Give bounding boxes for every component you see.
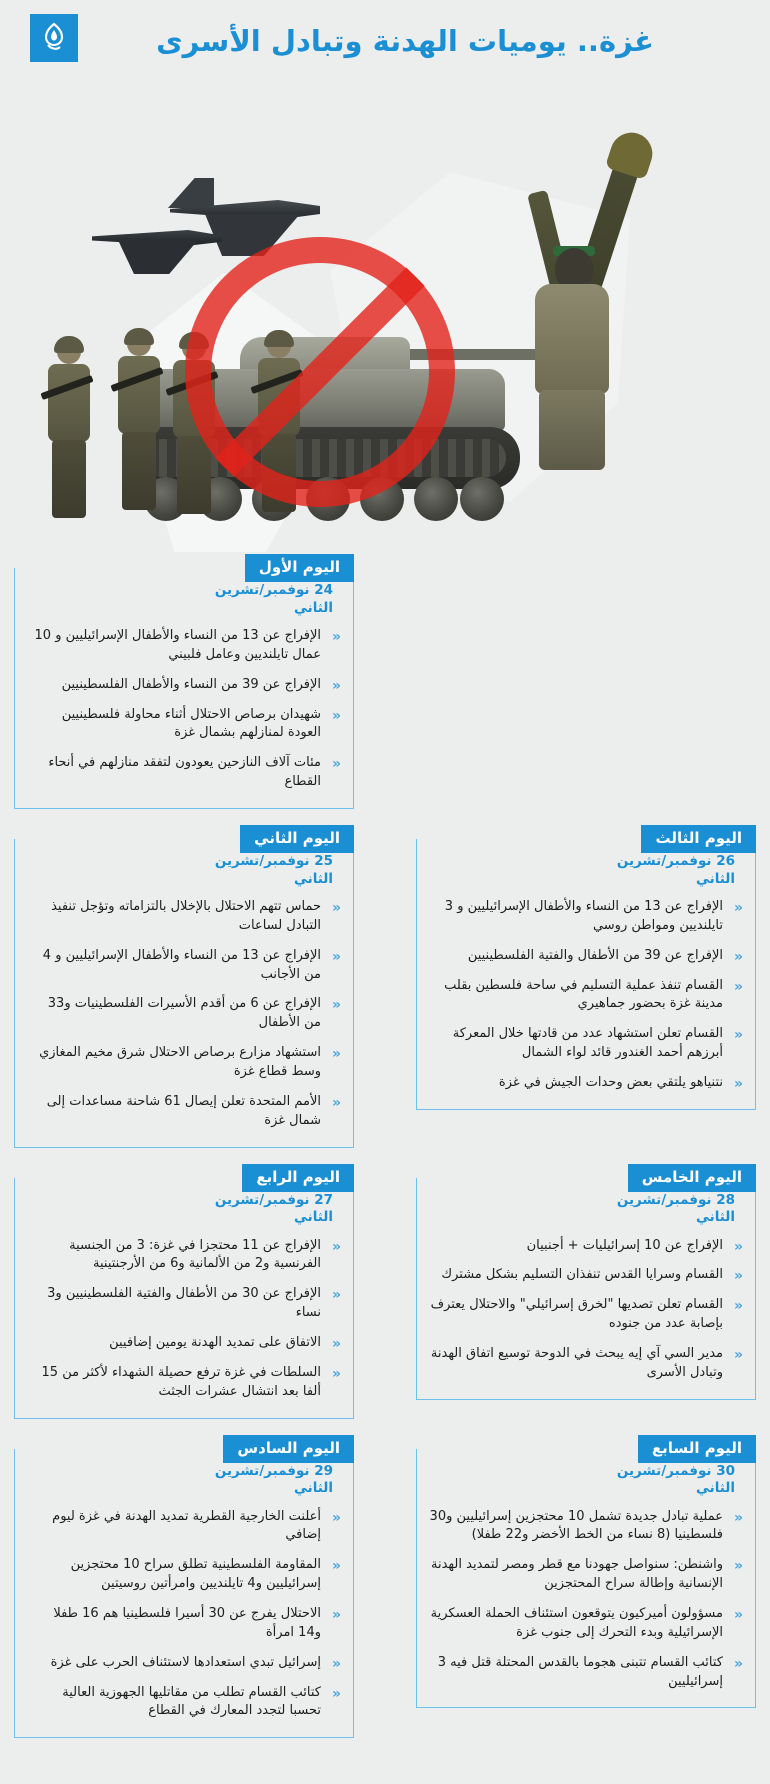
- list-item: [429, 1296, 743, 1334]
- day-card-4: [14, 1167, 354, 1419]
- list-item: [27, 1285, 341, 1323]
- day-card-5: [416, 1167, 756, 1400]
- day-card-4-ribbon: اليوم الرابع: [242, 1164, 354, 1192]
- page-title: غزة.. يوميات الهدنة وتبادل الأسرى: [156, 23, 654, 58]
- bullet-text: الإفراج عن 13 من النساء والأطفال الإسرائيليين و 4 من الأجانب: [42, 947, 321, 982]
- chevron-left-icon: «: [331, 1336, 341, 1352]
- list-item: [429, 1654, 743, 1692]
- bullet-text: حماس تتهم الاحتلال بالإخلال بالتزاماته وتؤجل تنفيذ التبادل لساعات: [51, 899, 321, 933]
- day-card-4-date: 27 نوفمبر/تشرين الثاني: [214, 1191, 333, 1226]
- bullet-text: مدير السي آي إيه يبحث في الدوحة توسيع اتفاق الهدنة وتبادل الأسرى: [430, 1346, 723, 1380]
- day-card-5-ribbon: اليوم الخامس: [628, 1164, 756, 1192]
- soldier-legs: [177, 436, 211, 514]
- bullet-text: نتنياهو يلتقي بعض وحدات الجيش في غزة: [498, 1075, 723, 1090]
- chevron-left-icon: «: [331, 707, 341, 724]
- prohibition-sign-icon: [185, 237, 455, 507]
- chevron-left-icon: «: [733, 1238, 743, 1255]
- day-card-1-date: 24 نوفمبر/تشرين الثاني: [214, 582, 333, 616]
- day-card-6-ribbon: اليوم السادس: [223, 1435, 354, 1463]
- tank-wheel: [460, 477, 504, 521]
- fighter-legs: [539, 390, 605, 470]
- day-card-3-date: 26 نوفمبر/تشرين الثاني: [616, 853, 735, 887]
- hero-collage-image: [0, 82, 770, 552]
- bullet-text: كتائب القسام تطلب من مقاتليها الجهوزية العالية تحسبا لتجدد المعارك في القطاع: [62, 1684, 321, 1719]
- timeline-cards: [0, 552, 770, 1784]
- list-item: [27, 1364, 341, 1402]
- chevron-left-icon: «: [331, 1509, 341, 1526]
- day-card-3: [416, 829, 756, 1110]
- chevron-left-icon: «: [733, 1347, 743, 1363]
- chevron-left-icon: «: [733, 1027, 743, 1044]
- chevron-left-icon: «: [733, 900, 743, 917]
- timeline-row-4: [14, 1435, 756, 1739]
- bullet-text: شهيدان برصاص الاحتلال أثناء محاولة فلسطينيين العودة لمنازلهم بشمال غزة: [61, 706, 321, 741]
- day-card-4-bullets: [27, 1237, 341, 1402]
- bullet-text: الإفراج عن 13 من النساء والأطفال الإسرائيليين و 3 تايلنديين ومواطن روسي: [444, 899, 723, 933]
- list-item: [429, 947, 743, 966]
- day-card-7: [416, 1438, 756, 1709]
- soldier-body: [48, 364, 90, 442]
- bullet-text: كتائب القسام تتبنى هجوما بالقدس المحتلة قتل فيه 3 إسرائيليين: [437, 1654, 723, 1689]
- bullet-text: واشنطن: سنواصل جهودنا مع قطر ومصر لتمديد الهدنة الإنسانية وإطالة سراح المحتجزين: [431, 1557, 723, 1592]
- bullet-text: الاتفاق على تمديد الهدنة يومين إضافيين: [109, 1335, 321, 1350]
- list-item: [27, 676, 341, 695]
- day-card-1: [14, 558, 354, 809]
- bullet-text: الإفراج عن 6 من أقدم الأسيرات الفلسطينيات و33 من الأطفال: [47, 996, 321, 1031]
- day-card-7-date: 30 نوفمبر/تشرين الثاني: [616, 1462, 735, 1497]
- day-card-2-date: 25 نوفمبر/تشرين الثاني: [214, 853, 333, 887]
- chevron-left-icon: «: [331, 1365, 341, 1382]
- list-item: [429, 1605, 743, 1643]
- bullet-text: الإفراج عن 39 من الأطفال والفتية الفلسطينيين: [467, 947, 723, 963]
- list-item: [429, 1345, 743, 1383]
- chevron-left-icon: «: [331, 1655, 341, 1672]
- list-item: [429, 1266, 743, 1285]
- chevron-left-icon: «: [331, 1046, 341, 1063]
- chevron-left-icon: «: [733, 1509, 743, 1526]
- bullet-text: إسرائيل تبدي استعدادها لاستئناف الحرب على غزة: [50, 1654, 321, 1670]
- bullet-text: القسام تعلن استشهاد عدد من قادتها خلال المعركة أبرزهم أحمد الغندور قائد لواء الشمال: [452, 1026, 723, 1061]
- chevron-left-icon: «: [331, 1094, 341, 1111]
- timeline-row-2: [14, 825, 756, 1148]
- soldier-figure: [110, 332, 168, 522]
- bullet-text: القسام تنفذ عملية التسليم في ساحة فلسطين بقلب مدينة غزة بحضور جماهيري: [444, 977, 723, 1012]
- bullet-text: القسام وسرايا القدس تنفذان التسليم بشكل مشترك: [441, 1267, 723, 1283]
- chevron-left-icon: «: [331, 900, 341, 917]
- day-card-6-date: 29 نوفمبر/تشرين الثاني: [214, 1462, 333, 1497]
- list-item: [429, 1508, 743, 1546]
- bullet-text: الإفراج عن 30 من الأطفال والفتية الفلسطينيين و3 نساء: [47, 1286, 321, 1321]
- chevron-left-icon: «: [733, 1298, 743, 1315]
- list-item: [27, 1605, 341, 1643]
- day-card-7-ribbon: اليوم السابع: [638, 1435, 756, 1463]
- day-card-1-ribbon: اليوم الأول: [245, 554, 354, 582]
- timeline-row-1: [14, 554, 756, 809]
- list-item: [27, 1684, 341, 1722]
- bullet-text: الأمم المتحدة تعلن إيصال 61 شاحنة مساعدات إلى شمال غزة: [46, 1093, 321, 1128]
- list-item: [27, 1237, 341, 1275]
- list-item: [429, 1074, 743, 1093]
- chevron-left-icon: «: [331, 756, 341, 773]
- bullet-text: الإفراج عن 13 من النساء والأطفال الإسرائيليين و 10 عمال تايلنديين وعامل فلبيني: [34, 628, 321, 662]
- chevron-left-icon: «: [733, 1558, 743, 1575]
- chevron-left-icon: «: [331, 948, 341, 965]
- bullet-text: مئات آلاف النازحين يعودون لتفقد منازلهم في أنحاء القطاع: [48, 755, 321, 790]
- chevron-left-icon: «: [331, 997, 341, 1014]
- chevron-left-icon: «: [331, 629, 341, 646]
- day-card-5-bullets: [429, 1237, 743, 1383]
- list-item: [429, 898, 743, 936]
- fighter-figure: [515, 222, 635, 472]
- tank-wheel: [414, 477, 458, 521]
- day-card-5-date: 28 نوفمبر/تشرين الثاني: [616, 1191, 735, 1226]
- bullet-text: مسؤولون أميركيون يتوقعون استئناف الحملة العسكرية الإسرائيلية وبدء التحرك إلى جنوب غزة: [430, 1606, 723, 1640]
- chevron-left-icon: «: [331, 1238, 341, 1255]
- chevron-left-icon: «: [331, 1607, 341, 1623]
- chevron-left-icon: «: [331, 1558, 341, 1575]
- chevron-left-icon: «: [733, 978, 743, 995]
- bullet-text: الإفراج عن 10 إسرائيليات + أجنبيان: [526, 1237, 723, 1253]
- day-card-6: [14, 1438, 354, 1739]
- list-item: [429, 1025, 743, 1063]
- day-card-2-ribbon: اليوم الثاني: [240, 825, 354, 853]
- timeline-row-3: [14, 1164, 756, 1419]
- list-item: [27, 1508, 341, 1546]
- day-card-2-bullets: [27, 898, 341, 1130]
- bullet-text: عملية تبادل جديدة تشمل 10 محتجزين إسرائيليين و30 فلسطينيا (8 نساء من الخط الأخضر و22 طفلا): [429, 1508, 723, 1543]
- bullet-text: الإفراج عن 11 محتجزا في غزة: 3 من الجنسية الفرنسية و2 من الألمانية و6 من الأرجنتينية: [69, 1237, 321, 1272]
- list-item: [429, 977, 743, 1015]
- list-item: [27, 754, 341, 792]
- list-item: [27, 706, 341, 744]
- page-header: [0, 0, 770, 82]
- list-item: [27, 627, 341, 665]
- chevron-left-icon: «: [733, 1607, 743, 1623]
- day-card-1-bullets: [27, 627, 341, 792]
- day-card-3-bullets: [429, 898, 743, 1093]
- list-item: [27, 1334, 341, 1353]
- chevron-left-icon: «: [733, 1655, 743, 1672]
- chevron-left-icon: «: [733, 948, 743, 965]
- fighter-torso: [535, 284, 609, 394]
- day-card-6-bullets: [27, 1508, 341, 1722]
- bullet-text: الإفراج عن 39 من النساء والأطفال الفلسطينيين: [61, 676, 321, 692]
- bullet-text: المقاومة الفلسطينية تطلق سراح 10 محتجزين إسرائيليين و4 تايلنديين وامرأتين روسيتين: [70, 1557, 321, 1592]
- soldier-body: [118, 356, 160, 434]
- chevron-left-icon: «: [733, 1076, 743, 1092]
- bullet-text: أعلنت الخارجية القطرية تمديد الهدنة في غزة ليوم إضافي: [52, 1508, 321, 1543]
- list-item: [27, 898, 341, 936]
- list-item: [27, 947, 341, 985]
- list-item: [27, 995, 341, 1033]
- list-item: [27, 1093, 341, 1131]
- chevron-left-icon: «: [331, 1685, 341, 1702]
- list-item: [429, 1556, 743, 1594]
- soldier-legs: [122, 432, 156, 510]
- day-card-7-bullets: [429, 1508, 743, 1692]
- bullet-text: الاحتلال يفرج عن 30 أسيرا فلسطينيا هم 16 طفلا و14 امرأة: [53, 1606, 321, 1640]
- bullet-text: استشهاد مزارع برصاص الاحتلال شرق مخيم المغازي وسط قطاع غزة: [39, 1045, 321, 1079]
- soldier-figure: [40, 340, 98, 530]
- chevron-left-icon: «: [331, 1287, 341, 1304]
- list-item: [429, 1237, 743, 1256]
- bullet-text: السلطات في غزة ترفع حصيلة الشهداء لأكثر من 15 ألفا بعد انتشال عشرات الجثث: [41, 1364, 321, 1399]
- bullet-text: القسام تعلن تصديها "لخرق إسرائيلي" والاحتلال يعترف بإصابة عدد من جنوده: [430, 1297, 723, 1332]
- chevron-left-icon: «: [331, 677, 341, 694]
- al-jazeera-logo: [30, 14, 78, 62]
- list-item: [27, 1044, 341, 1082]
- chevron-left-icon: «: [733, 1268, 743, 1285]
- day-card-2: [14, 829, 354, 1148]
- list-item: [27, 1556, 341, 1594]
- day-card-3-ribbon: اليوم الثالث: [641, 825, 756, 853]
- list-item: [27, 1654, 341, 1673]
- soldier-legs: [52, 440, 86, 518]
